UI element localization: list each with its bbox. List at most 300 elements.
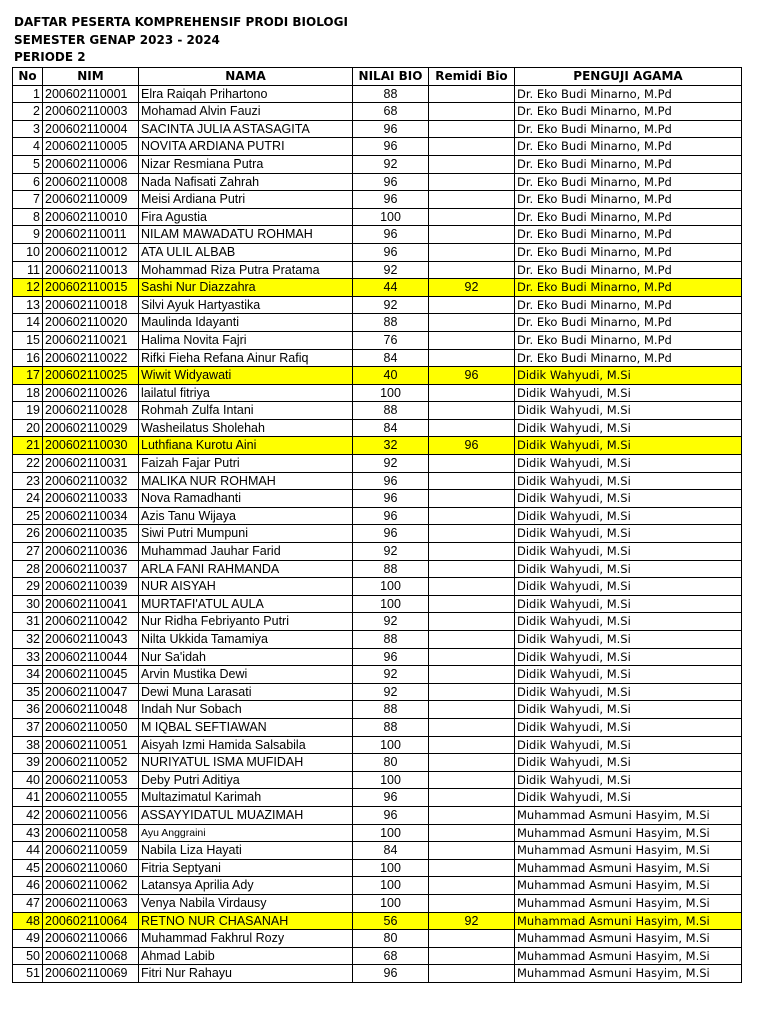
cell-penguji-agama: Muhammad Asmuni Hasyim, M.Si (515, 930, 742, 948)
cell-nilai-bio: 100 (353, 771, 429, 789)
semester-label: SEMESTER GENAP 2023 - 2024 (14, 32, 220, 47)
cell-nim: 200602110020 (43, 314, 139, 332)
cell-remidi-bio (429, 525, 515, 543)
cell-nama: Nilta Ukkida Tamamiya (139, 631, 353, 649)
table-row (13, 138, 742, 156)
cell-nama: Siwi Putri Mumpuni (139, 525, 353, 543)
cell-nilai-bio: 96 (353, 173, 429, 191)
cell-penguji-agama: Didik Wahyudi, M.Si (515, 595, 742, 613)
document-title: DAFTAR PESERTA KOMPREHENSIF PRODI BIOLOGI (14, 15, 348, 29)
cell-remidi-bio (429, 894, 515, 912)
cell-nilai-bio: 92 (353, 155, 429, 173)
cell-no: 25 (13, 507, 43, 525)
cell-nim: 200602110059 (43, 842, 139, 860)
cell-penguji-agama: Didik Wahyudi, M.Si (515, 437, 742, 455)
cell-nama: Nada Nafisati Zahrah (139, 173, 353, 191)
cell-nim: 200602110064 (43, 912, 139, 930)
cell-nim: 200602110045 (43, 666, 139, 684)
table-row (13, 507, 742, 525)
cell-penguji-agama: Dr. Eko Budi Minarno, M.Pd (515, 191, 742, 209)
cell-penguji-agama: Didik Wahyudi, M.Si (515, 718, 742, 736)
cell-no: 7 (13, 191, 43, 209)
table-row (13, 631, 742, 649)
table-row (13, 384, 742, 402)
cell-nim: 200602110015 (43, 279, 139, 297)
cell-nilai-bio: 96 (353, 138, 429, 156)
table-row (13, 85, 742, 103)
cell-nama: Nabila Liza Hayati (139, 842, 353, 860)
cell-no: 44 (13, 842, 43, 860)
cell-nim: 200602110053 (43, 771, 139, 789)
cell-penguji-agama: Dr. Eko Budi Minarno, M.Pd (515, 279, 742, 297)
table-row (13, 718, 742, 736)
cell-remidi-bio (429, 85, 515, 103)
cell-penguji-agama: Didik Wahyudi, M.Si (515, 648, 742, 666)
cell-remidi-bio (429, 771, 515, 789)
cell-remidi-bio (429, 208, 515, 226)
cell-remidi-bio (429, 490, 515, 508)
period-label: PERIODE 2 (14, 50, 86, 64)
cell-nim: 200602110055 (43, 789, 139, 807)
table-row (13, 806, 742, 824)
cell-nilai-bio: 100 (353, 877, 429, 895)
cell-remidi-bio (429, 296, 515, 314)
cell-nama: Silvi Ayuk Hartyastika (139, 296, 353, 314)
cell-nilai-bio: 92 (353, 613, 429, 631)
cell-remidi-bio (429, 191, 515, 209)
cell-nilai-bio: 84 (353, 419, 429, 437)
cell-penguji-agama: Didik Wahyudi, M.Si (515, 631, 742, 649)
cell-nilai-bio: 96 (353, 472, 429, 490)
table-row (13, 666, 742, 684)
cell-penguji-agama: Muhammad Asmuni Hasyim, M.Si (515, 894, 742, 912)
cell-nilai-bio: 100 (353, 595, 429, 613)
cell-remidi-bio (429, 155, 515, 173)
table-row (13, 930, 742, 948)
cell-remidi-bio (429, 226, 515, 244)
table-row (13, 947, 742, 965)
cell-nilai-bio: 100 (353, 859, 429, 877)
cell-nim: 200602110036 (43, 543, 139, 561)
cell-nim: 200602110042 (43, 613, 139, 631)
table-row (13, 754, 742, 772)
table-row (13, 120, 742, 138)
cell-no: 43 (13, 824, 43, 842)
cell-nilai-bio: 96 (353, 243, 429, 261)
table-row (13, 296, 742, 314)
cell-nama: Arvin Mustika Dewi (139, 666, 353, 684)
cell-nim: 200602110066 (43, 930, 139, 948)
cell-remidi-bio (429, 631, 515, 649)
cell-nilai-bio: 100 (353, 894, 429, 912)
cell-penguji-agama: Didik Wahyudi, M.Si (515, 701, 742, 719)
cell-nilai-bio: 96 (353, 806, 429, 824)
table-row (13, 965, 742, 983)
table-row (13, 155, 742, 173)
cell-nilai-bio: 88 (353, 701, 429, 719)
cell-nama: Deby Putri Aditiya (139, 771, 353, 789)
cell-nim: 200602110028 (43, 402, 139, 420)
column-header-remidi-bio: Remidi Bio (429, 68, 515, 86)
cell-no: 49 (13, 930, 43, 948)
cell-no: 1 (13, 85, 43, 103)
cell-penguji-agama: Didik Wahyudi, M.Si (515, 490, 742, 508)
cell-no: 37 (13, 718, 43, 736)
cell-no: 20 (13, 419, 43, 437)
cell-penguji-agama: Didik Wahyudi, M.Si (515, 525, 742, 543)
cell-nama: NILAM MAWADATU ROHMAH (139, 226, 353, 244)
cell-penguji-agama: Didik Wahyudi, M.Si (515, 560, 742, 578)
cell-nilai-bio: 96 (353, 120, 429, 138)
cell-nilai-bio: 88 (353, 560, 429, 578)
cell-remidi-bio (429, 947, 515, 965)
cell-remidi-bio (429, 507, 515, 525)
cell-nilai-bio: 80 (353, 930, 429, 948)
cell-remidi-bio (429, 173, 515, 191)
cell-penguji-agama: Didik Wahyudi, M.Si (515, 736, 742, 754)
cell-nilai-bio: 100 (353, 824, 429, 842)
cell-nama: Mohamad Alvin Fauzi (139, 103, 353, 121)
table-row (13, 103, 742, 121)
cell-nama: Venya Nabila Virdausy (139, 894, 353, 912)
table-row (13, 560, 742, 578)
cell-remidi-bio (429, 842, 515, 860)
cell-nama: ASSAYYIDATUL MUAZIMAH (139, 806, 353, 824)
cell-nama: lailatul fitriya (139, 384, 353, 402)
cell-no: 28 (13, 560, 43, 578)
table-row (13, 490, 742, 508)
cell-penguji-agama: Dr. Eko Budi Minarno, M.Pd (515, 296, 742, 314)
cell-nama: Nur Ridha Febriyanto Putri (139, 613, 353, 631)
cell-penguji-agama: Didik Wahyudi, M.Si (515, 543, 742, 561)
cell-penguji-agama: Didik Wahyudi, M.Si (515, 613, 742, 631)
cell-nim: 200602110048 (43, 701, 139, 719)
cell-remidi-bio (429, 138, 515, 156)
table-row (13, 261, 742, 279)
cell-no: 46 (13, 877, 43, 895)
cell-nama: Aisyah Izmi Hamida Salsabila (139, 736, 353, 754)
cell-remidi-bio (429, 560, 515, 578)
cell-nim: 200602110012 (43, 243, 139, 261)
cell-nama: Washeilatus Sholehah (139, 419, 353, 437)
document-header (14, 14, 348, 67)
cell-no: 4 (13, 138, 43, 156)
cell-penguji-agama: Dr. Eko Budi Minarno, M.Pd (515, 261, 742, 279)
cell-nama: Maulinda Idayanti (139, 314, 353, 332)
cell-remidi-bio (429, 754, 515, 772)
cell-nama: RETNO NUR CHASANAH (139, 912, 353, 930)
cell-remidi-bio (429, 736, 515, 754)
table-row (13, 173, 742, 191)
table-row (13, 771, 742, 789)
table-row (13, 859, 742, 877)
cell-nama: Nizar Resmiana Putra (139, 155, 353, 173)
cell-no: 27 (13, 543, 43, 561)
cell-remidi-bio (429, 384, 515, 402)
cell-nim: 200602110056 (43, 806, 139, 824)
cell-nim: 200602110010 (43, 208, 139, 226)
cell-remidi-bio (429, 701, 515, 719)
cell-nilai-bio: 100 (353, 208, 429, 226)
cell-no: 39 (13, 754, 43, 772)
table-row (13, 683, 742, 701)
cell-nim: 200602110047 (43, 683, 139, 701)
cell-penguji-agama: Muhammad Asmuni Hasyim, M.Si (515, 806, 742, 824)
cell-nama: Elra Raiqah Prihartono (139, 85, 353, 103)
cell-nama: Wiwit Widyawati (139, 367, 353, 385)
cell-no: 3 (13, 120, 43, 138)
cell-nama: Latansya Aprilia Ady (139, 877, 353, 895)
table-row (13, 402, 742, 420)
table-row (13, 877, 742, 895)
cell-penguji-agama: Didik Wahyudi, M.Si (515, 666, 742, 684)
cell-nim: 200602110052 (43, 754, 139, 772)
cell-nim: 200602110044 (43, 648, 139, 666)
cell-remidi-bio: 92 (429, 279, 515, 297)
table-row (13, 613, 742, 631)
table-header-row (13, 68, 742, 86)
cell-nama: Ahmad Labib (139, 947, 353, 965)
cell-no: 33 (13, 648, 43, 666)
cell-remidi-bio (429, 824, 515, 842)
cell-no: 50 (13, 947, 43, 965)
cell-remidi-bio (429, 314, 515, 332)
cell-nim: 200602110009 (43, 191, 139, 209)
cell-nim: 200602110043 (43, 631, 139, 649)
cell-nim: 200602110060 (43, 859, 139, 877)
cell-penguji-agama: Dr. Eko Budi Minarno, M.Pd (515, 138, 742, 156)
cell-remidi-bio (429, 578, 515, 596)
cell-remidi-bio (429, 683, 515, 701)
cell-no: 45 (13, 859, 43, 877)
cell-nim: 200602110069 (43, 965, 139, 983)
cell-nilai-bio: 88 (353, 402, 429, 420)
table-row (13, 736, 742, 754)
table-row (13, 472, 742, 490)
cell-no: 30 (13, 595, 43, 613)
table-row (13, 701, 742, 719)
cell-nama: Rifki Fieha Refana Ainur Rafiq (139, 349, 353, 367)
table-row (13, 367, 742, 385)
table-row (13, 789, 742, 807)
cell-remidi-bio (429, 331, 515, 349)
cell-remidi-bio (429, 261, 515, 279)
cell-penguji-agama: Dr. Eko Budi Minarno, M.Pd (515, 349, 742, 367)
cell-nim: 200602110030 (43, 437, 139, 455)
cell-penguji-agama: Muhammad Asmuni Hasyim, M.Si (515, 824, 742, 842)
cell-no: 2 (13, 103, 43, 121)
cell-no: 6 (13, 173, 43, 191)
cell-nilai-bio: 92 (353, 543, 429, 561)
cell-nilai-bio: 96 (353, 191, 429, 209)
cell-penguji-agama: Dr. Eko Budi Minarno, M.Pd (515, 173, 742, 191)
table-row (13, 842, 742, 860)
table-row (13, 578, 742, 596)
cell-nim: 200602110034 (43, 507, 139, 525)
cell-nilai-bio: 96 (353, 507, 429, 525)
cell-nim: 200602110037 (43, 560, 139, 578)
cell-penguji-agama: Dr. Eko Budi Minarno, M.Pd (515, 243, 742, 261)
cell-nim: 200602110031 (43, 455, 139, 473)
cell-remidi-bio (429, 243, 515, 261)
cell-no: 18 (13, 384, 43, 402)
cell-penguji-agama: Didik Wahyudi, M.Si (515, 754, 742, 772)
cell-no: 32 (13, 631, 43, 649)
cell-remidi-bio (429, 613, 515, 631)
cell-no: 13 (13, 296, 43, 314)
cell-nama: MALIKA NUR ROHMAH (139, 472, 353, 490)
table-row (13, 314, 742, 332)
cell-nim: 200602110011 (43, 226, 139, 244)
cell-nilai-bio: 100 (353, 384, 429, 402)
cell-nilai-bio: 88 (353, 85, 429, 103)
table-row (13, 455, 742, 473)
cell-nama: Meisi Ardiana Putri (139, 191, 353, 209)
cell-nim: 200602110068 (43, 947, 139, 965)
table-row (13, 349, 742, 367)
cell-no: 34 (13, 666, 43, 684)
table-row (13, 279, 742, 297)
cell-nama: Nur Sa'idah (139, 648, 353, 666)
table-row (13, 595, 742, 613)
cell-nama: Fira Agustia (139, 208, 353, 226)
cell-nilai-bio: 92 (353, 683, 429, 701)
table-row (13, 525, 742, 543)
cell-nim: 200602110029 (43, 419, 139, 437)
cell-remidi-bio (429, 419, 515, 437)
cell-no: 48 (13, 912, 43, 930)
cell-nilai-bio: 88 (353, 631, 429, 649)
cell-nama: SACINTA JULIA ASTASAGITA (139, 120, 353, 138)
cell-nama: Sashi Nur Diazzahra (139, 279, 353, 297)
cell-penguji-agama: Dr. Eko Budi Minarno, M.Pd (515, 208, 742, 226)
cell-penguji-agama: Didik Wahyudi, M.Si (515, 419, 742, 437)
cell-nim: 200602110018 (43, 296, 139, 314)
cell-nim: 200602110005 (43, 138, 139, 156)
cell-penguji-agama: Dr. Eko Budi Minarno, M.Pd (515, 103, 742, 121)
cell-remidi-bio (429, 648, 515, 666)
column-header-no: No (13, 68, 43, 86)
cell-nim: 200602110058 (43, 824, 139, 842)
cell-nim: 200602110041 (43, 595, 139, 613)
cell-penguji-agama: Muhammad Asmuni Hasyim, M.Si (515, 859, 742, 877)
cell-nilai-bio: 100 (353, 578, 429, 596)
table-row (13, 648, 742, 666)
cell-no: 12 (13, 279, 43, 297)
cell-nim: 200602110004 (43, 120, 139, 138)
cell-no: 36 (13, 701, 43, 719)
cell-remidi-bio (429, 103, 515, 121)
cell-no: 5 (13, 155, 43, 173)
table-row (13, 824, 742, 842)
cell-penguji-agama: Didik Wahyudi, M.Si (515, 771, 742, 789)
cell-no: 16 (13, 349, 43, 367)
cell-remidi-bio: 92 (429, 912, 515, 930)
cell-nama: Mohammad Riza Putra Pratama (139, 261, 353, 279)
cell-nilai-bio: 96 (353, 965, 429, 983)
cell-remidi-bio (429, 789, 515, 807)
cell-remidi-bio: 96 (429, 437, 515, 455)
cell-nilai-bio: 44 (353, 279, 429, 297)
cell-nama: Muhammad Jauhar Farid (139, 543, 353, 561)
cell-nilai-bio: 92 (353, 261, 429, 279)
cell-penguji-agama: Dr. Eko Budi Minarno, M.Pd (515, 314, 742, 332)
cell-no: 29 (13, 578, 43, 596)
column-header-nim: NIM (43, 68, 139, 86)
cell-nama: Fitria Septyani (139, 859, 353, 877)
cell-penguji-agama: Didik Wahyudi, M.Si (515, 455, 742, 473)
cell-no: 26 (13, 525, 43, 543)
cell-nama: Rohmah Zulfa Intani (139, 402, 353, 420)
cell-remidi-bio (429, 120, 515, 138)
cell-nama: M IQBAL SEFTIAWAN (139, 718, 353, 736)
cell-no: 17 (13, 367, 43, 385)
column-header-nama: NAMA (139, 68, 353, 86)
cell-remidi-bio (429, 543, 515, 561)
cell-remidi-bio (429, 455, 515, 473)
cell-nim: 200602110013 (43, 261, 139, 279)
cell-penguji-agama: Didik Wahyudi, M.Si (515, 384, 742, 402)
cell-nilai-bio: 40 (353, 367, 429, 385)
cell-no: 9 (13, 226, 43, 244)
cell-nim: 200602110025 (43, 367, 139, 385)
cell-no: 21 (13, 437, 43, 455)
cell-nilai-bio: 96 (353, 648, 429, 666)
cell-nama: Ayu Anggraini (139, 824, 353, 842)
cell-nilai-bio: 76 (353, 331, 429, 349)
cell-nim: 200602110050 (43, 718, 139, 736)
cell-nilai-bio: 80 (353, 754, 429, 772)
cell-nama: ATA ULIL ALBAB (139, 243, 353, 261)
cell-penguji-agama: Didik Wahyudi, M.Si (515, 683, 742, 701)
cell-nama: MURTAFI'ATUL AULA (139, 595, 353, 613)
cell-nilai-bio: 88 (353, 314, 429, 332)
cell-nilai-bio: 92 (353, 666, 429, 684)
cell-nim: 200602110006 (43, 155, 139, 173)
cell-remidi-bio (429, 595, 515, 613)
cell-penguji-agama: Muhammad Asmuni Hasyim, M.Si (515, 947, 742, 965)
cell-nilai-bio: 96 (353, 226, 429, 244)
cell-penguji-agama: Didik Wahyudi, M.Si (515, 472, 742, 490)
cell-nilai-bio: 92 (353, 455, 429, 473)
cell-nilai-bio: 92 (353, 296, 429, 314)
cell-penguji-agama: Muhammad Asmuni Hasyim, M.Si (515, 842, 742, 860)
table-row (13, 419, 742, 437)
cell-no: 31 (13, 613, 43, 631)
cell-no: 15 (13, 331, 43, 349)
cell-penguji-agama: Didik Wahyudi, M.Si (515, 402, 742, 420)
cell-no: 35 (13, 683, 43, 701)
cell-nama: NURIYATUL ISMA MUFIDAH (139, 754, 353, 772)
cell-penguji-agama: Muhammad Asmuni Hasyim, M.Si (515, 877, 742, 895)
cell-nilai-bio: 96 (353, 789, 429, 807)
cell-nilai-bio: 96 (353, 490, 429, 508)
cell-nim: 200602110039 (43, 578, 139, 596)
cell-remidi-bio (429, 930, 515, 948)
cell-penguji-agama: Dr. Eko Budi Minarno, M.Pd (515, 155, 742, 173)
table-body (13, 85, 742, 982)
cell-nama: Halima Novita Fajri (139, 331, 353, 349)
cell-nama: Faizah Fajar Putri (139, 455, 353, 473)
cell-penguji-agama: Didik Wahyudi, M.Si (515, 789, 742, 807)
cell-nim: 200602110026 (43, 384, 139, 402)
cell-nama: Muhammad Fakhrul Rozy (139, 930, 353, 948)
column-header-nilai-bio: NILAI BIO (353, 68, 429, 86)
cell-no: 41 (13, 789, 43, 807)
cell-nilai-bio: 56 (353, 912, 429, 930)
cell-nilai-bio: 84 (353, 842, 429, 860)
cell-remidi-bio (429, 965, 515, 983)
